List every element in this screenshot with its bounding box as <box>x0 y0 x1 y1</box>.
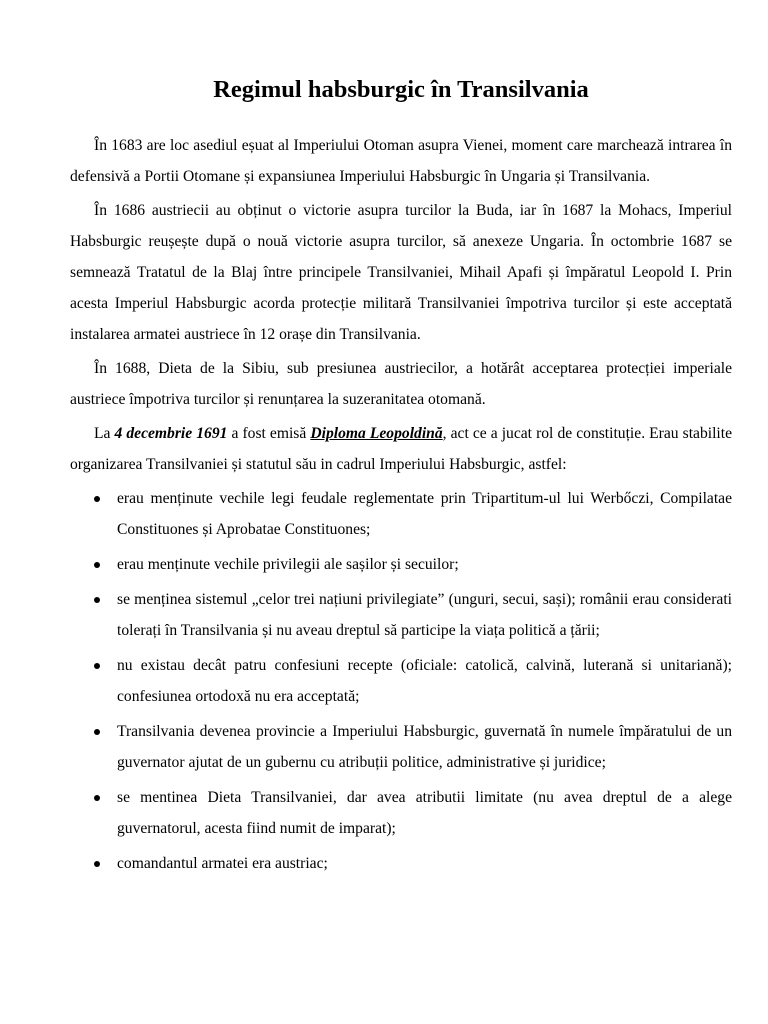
bullet-icon <box>94 562 100 568</box>
paragraph-1688: În 1688, Dieta de la Sibiu, sub presiunea austriecilor, a hotărât acceptarea protecției imperiale austriece împotriva turcilor și renunțarea la suzeranitatea otomană. <box>70 360 732 408</box>
diploma-date: 4 decembrie 1691 <box>114 425 228 442</box>
list-item <box>70 549 732 580</box>
paragraph-1683: În 1683 are loc asediul eșuat al Imperiului Otoman asupra Vienei, moment care marchează intrarea în defensivă a Portii Otomane și expansiunea Imperiului Habsburgic în Ungaria și Transilvania. <box>70 137 732 185</box>
diploma-provisions-list <box>70 483 732 879</box>
diploma-text-start: La <box>94 425 115 442</box>
list-item <box>70 848 732 879</box>
list-item <box>70 483 732 545</box>
diploma-text-end: , act ce a jucat rol de constituție. Erau stabilite organizarea Transilvaniei și statutul său in cadrul Imperiului Habsburgic, astfel: <box>70 425 733 473</box>
bullet-icon <box>94 496 100 502</box>
list-item-text: erau menținute vechile legi feudale reglementate prin Tripartitum-ul lui Werbőczi, Compilatae Constituones și Aprobatae Constituones; <box>117 490 732 538</box>
list-item-text: se menținea sistemul „celor trei națiuni privilegiate” (unguri, secui, sași); românii erau considerati tolerați în Transilvania și nu aveau dreptul să participe la viața politică a țării; <box>117 591 732 639</box>
diploma-text-middle: a fost emisă <box>227 425 311 442</box>
list-item <box>70 782 732 844</box>
bullet-icon <box>94 597 100 603</box>
bullet-icon <box>94 861 100 867</box>
list-item <box>70 650 732 712</box>
diploma-leopoldina-title: Diploma Leopoldină <box>310 425 443 442</box>
paragraph-1686: În 1686 austriecii au obținut o victorie asupra turcilor la Buda, iar în 1687 la Mohacs, Imperiul Habsburgic reușește după o nouă victorie asupra turcilor, să anexeze Ungaria. În octombrie 1687 se semnează Tratatul de la Blaj între principele Transilvaniei, Mihail Apafi și împăratul Leopold I. Prin acesta Imperiul Habsburgic acorda protecție militară Transilvaniei împotriva turcilor și este acceptată instalarea armatei austriece în 12 orașe din Transilvania. <box>70 202 732 343</box>
bullet-icon <box>94 795 100 801</box>
list-item-text: se mentinea Dieta Transilvaniei, dar avea atributii limitate (nu avea dreptul de a alege guvernatorul, acesta fiind numit de imparat); <box>117 789 732 837</box>
list-item <box>70 584 732 646</box>
bullet-icon <box>94 663 100 669</box>
list-item-text: erau menținute vechile privilegii ale sașilor și secuilor; <box>117 556 459 573</box>
document-title: Regimul habsburgic în Transilvania <box>213 76 589 103</box>
paragraph-diploma <box>70 418 732 480</box>
bullet-icon <box>94 729 100 735</box>
list-item-text: nu existau decât patru confesiuni recepte (oficiale: catolică, calvină, luterană si unitariană); confesiunea ortodoxă nu era acceptată; <box>117 657 732 705</box>
document-page <box>70 70 732 883</box>
list-item-text: Transilvania devenea provincie a Imperiului Habsburgic, guvernată în numele împăratului de un guvernator ajutat de un gubernu cu atribuții politice, administrative și juridice; <box>117 723 732 771</box>
list-item <box>70 716 732 778</box>
list-item-text: comandantul armatei era austriac; <box>117 855 328 872</box>
